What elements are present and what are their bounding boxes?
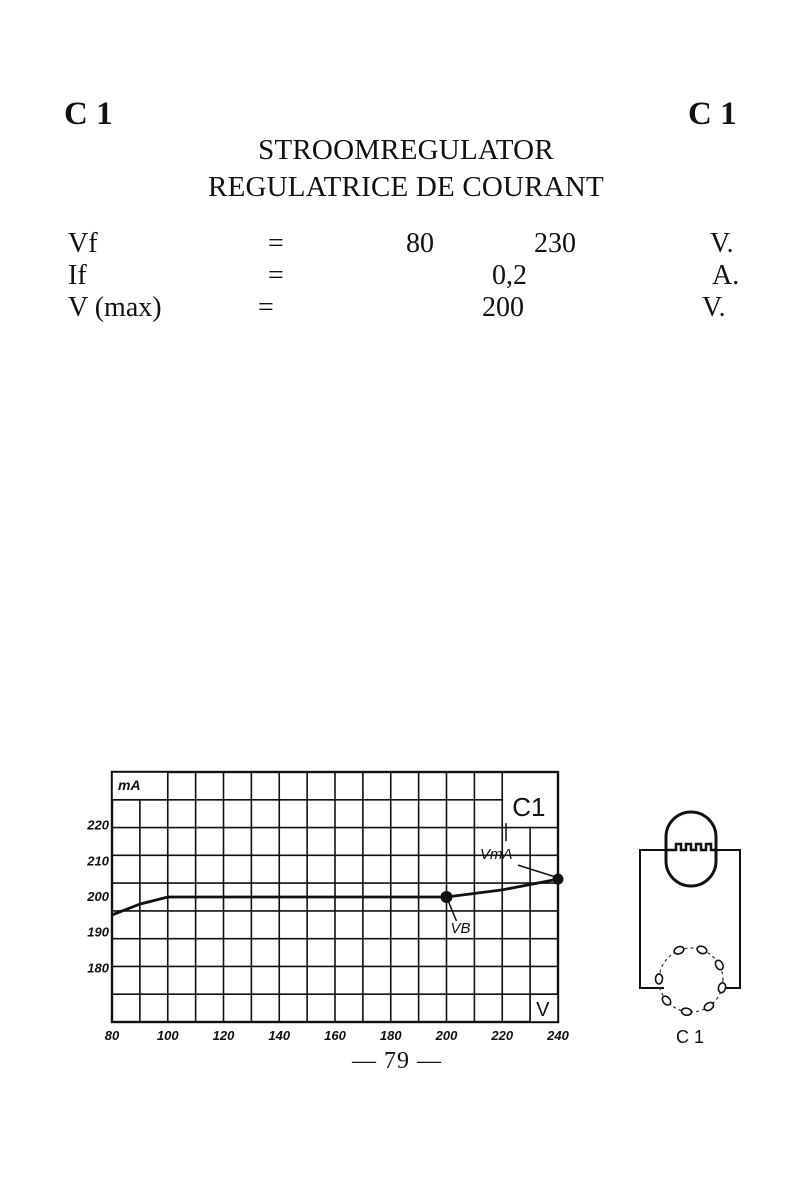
y-tick-label: 190 bbox=[87, 924, 109, 940]
x-tick-label: 100 bbox=[156, 1028, 179, 1043]
spec-unit: V. bbox=[710, 228, 734, 259]
tube-schematic bbox=[620, 800, 760, 1050]
x-tick-label: 120 bbox=[212, 1028, 235, 1043]
characteristic-chart bbox=[80, 760, 580, 1060]
spec-value-min: 80 bbox=[406, 228, 434, 259]
leader-vb bbox=[447, 897, 457, 921]
spec-equals: = bbox=[268, 228, 284, 259]
x-unit-label: V bbox=[536, 999, 550, 1021]
y-tick-label: 200 bbox=[87, 889, 109, 904]
spec-value: 0,2 bbox=[492, 260, 527, 291]
x-tick-label: 200 bbox=[435, 1028, 458, 1043]
chart-label: C1 bbox=[512, 792, 546, 822]
x-tick-label: 80 bbox=[104, 1028, 120, 1043]
x-tick-label: 240 bbox=[547, 1028, 569, 1043]
spec-value-max: 230 bbox=[534, 228, 576, 259]
spec-unit: V. bbox=[702, 292, 726, 323]
schematic-svg bbox=[620, 800, 760, 1050]
spec-unit: A. bbox=[712, 260, 740, 291]
chart-svg bbox=[80, 760, 580, 1060]
title-dutch: STROOMREGULATOR bbox=[258, 134, 554, 166]
leader-vma bbox=[518, 865, 556, 877]
y-tick-label: 180 bbox=[87, 960, 109, 976]
spec-equals: = bbox=[268, 260, 284, 291]
schematic-label: C 1 bbox=[675, 1027, 705, 1047]
base-pin bbox=[681, 1008, 692, 1016]
wire-left bbox=[640, 850, 666, 988]
spec-symbol: V (max) bbox=[68, 292, 162, 323]
annotation-vb: VB bbox=[450, 920, 471, 937]
base-pin bbox=[696, 945, 708, 955]
base-pins bbox=[655, 945, 726, 1016]
base-pin bbox=[714, 959, 725, 971]
y-tick-label: 210 bbox=[87, 853, 109, 869]
spec-symbol: Vf bbox=[68, 228, 98, 259]
point-vma bbox=[553, 874, 564, 885]
base-pin bbox=[655, 974, 662, 984]
tube-code-left: C 1 bbox=[64, 96, 113, 132]
filament-symbol bbox=[666, 844, 716, 850]
annotation-vma: VmA bbox=[480, 846, 513, 864]
x-tick-label: 220 bbox=[491, 1028, 514, 1043]
x-tick-label: 160 bbox=[324, 1028, 346, 1043]
y-tick-label: 220 bbox=[87, 817, 109, 833]
tube-code-right: C 1 bbox=[688, 96, 737, 132]
x-tick-label: 180 bbox=[379, 1028, 402, 1043]
base-pin bbox=[673, 945, 685, 955]
title-french: REGULATRICE DE COURANT bbox=[208, 171, 604, 203]
page-number: — 79 — bbox=[352, 1048, 442, 1074]
y-unit-label: mA bbox=[118, 777, 141, 793]
spec-value: 200 bbox=[482, 292, 524, 323]
spec-equals: = bbox=[258, 292, 274, 323]
base-pin bbox=[717, 982, 726, 993]
x-tick-label: 140 bbox=[268, 1028, 291, 1043]
spec-symbol: If bbox=[68, 260, 87, 291]
